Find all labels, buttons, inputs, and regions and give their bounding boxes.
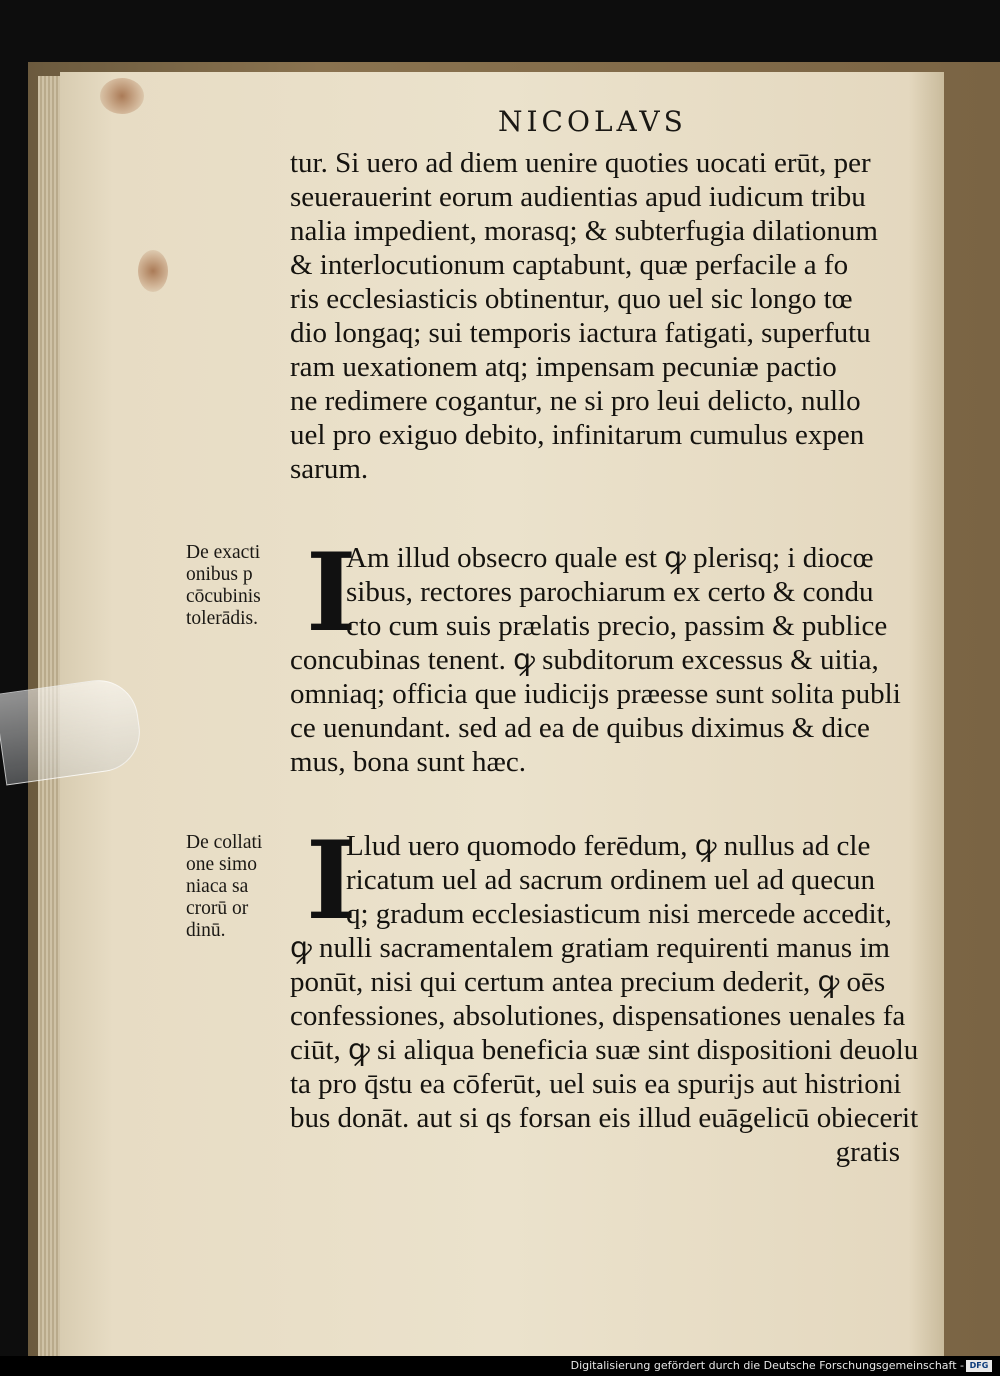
side-note-line: cōcubinis — [186, 586, 261, 607]
text-line: ricatum uel ad sacrum ordinem uel ad quecun — [346, 864, 876, 896]
text-line: & interlocutionum captabunt, quæ perfacile a fo — [290, 249, 849, 281]
side-note-line: niaca sa — [186, 876, 249, 897]
text-line: confessiones, absolutiones, dispensationes uenales fa — [290, 1000, 906, 1032]
side-note-line: one simo — [186, 854, 257, 875]
text-line: sibus, rectores parochiarum ex certo & condu — [346, 576, 874, 608]
text-line: concubinas tenent. ꝙ subditorum excessus & uitia, — [290, 644, 879, 676]
text-line: tur. Si uero ad diem uenire quoties uocati erūt, per — [290, 147, 871, 179]
side-note-2 — [186, 832, 296, 942]
text-line: ta pro q̄stu ea cōferūt, uel suis ea spurijs aut histrioni — [290, 1068, 902, 1100]
text-line: sarum. — [290, 453, 369, 485]
stain-top — [100, 78, 144, 114]
running-title: NICOLAVS — [498, 105, 687, 138]
text-line: seuerauerint eorum audientias apud iudicum tribu — [290, 181, 866, 213]
text-line: cto cum suis prælatis precio, passim & publice — [346, 610, 888, 642]
text-line: ce uenundant. sed ad ea de quibus diximus & dice — [290, 712, 870, 744]
text-block-3 — [290, 829, 919, 1169]
side-note-line: crorū or — [186, 898, 249, 919]
text-block-2 — [290, 541, 910, 779]
side-note-line: dinū. — [186, 920, 226, 941]
side-note-line: De collati — [186, 832, 263, 853]
text-block-1 — [290, 146, 910, 486]
side-note-line: onibus p — [186, 564, 253, 585]
side-note-1 — [186, 542, 296, 630]
digitization-footer — [0, 1356, 1000, 1376]
text-line: ponūt, nisi qui certum antea precium dederit, ꝙ oēs — [290, 966, 886, 998]
text-line: q; gradum ecclesiasticum nisi mercede accedit, — [346, 898, 892, 930]
initial-letter-2: I — [306, 818, 357, 944]
side-note-line: De exacti — [186, 542, 261, 563]
stain-middle — [138, 250, 168, 292]
text-line: Llud uero quomodo ferēdum, ꝙ nullus ad cle — [346, 830, 871, 862]
text-line: ris ecclesiasticis obtinentur, quo uel sic longo tœ — [290, 283, 853, 315]
text-line: ram uexationem atq; impensam pecuniæ pactio — [290, 351, 837, 383]
text-line: dio longaq; sui temporis iactura fatigati, superfutu — [290, 317, 871, 349]
initial-letter-1: I — [306, 530, 357, 656]
dfg-logo: DFG — [966, 1360, 992, 1372]
text-line: Am illud obsecro quale est ꝙ plerisq; i diocœ — [346, 542, 874, 574]
text-line: ciūt, ꝙ si aliqua beneficia suæ sint dispositioni deuolu — [290, 1034, 919, 1066]
text-line: bus donāt. aut si qs forsan eis illud euāgelicū obiecerit — [290, 1102, 919, 1134]
text-line: ne redimere cogantur, ne si pro leui delicto, nullo — [290, 385, 861, 417]
text-line: nalia impedient, morasq; & subterfugia dilationum — [290, 215, 878, 247]
text-line: omniaq; officia que iudicijs præesse sunt solita publi — [290, 678, 901, 710]
text-line: ꝙ nulli sacramentalem gratiam requirenti manus im — [290, 932, 890, 964]
text-line: mus, bona sunt hæc. — [290, 746, 527, 778]
catchword: gratis — [835, 1136, 900, 1168]
side-note-line: tolerādis. — [186, 608, 259, 629]
footer-credit: Digitalisierung gefördert durch die Deutsche Forschungsgemeinschaft - — [570, 1359, 964, 1372]
text-line: uel pro exiguo debito, infinitarum cumulus expen — [290, 419, 865, 451]
